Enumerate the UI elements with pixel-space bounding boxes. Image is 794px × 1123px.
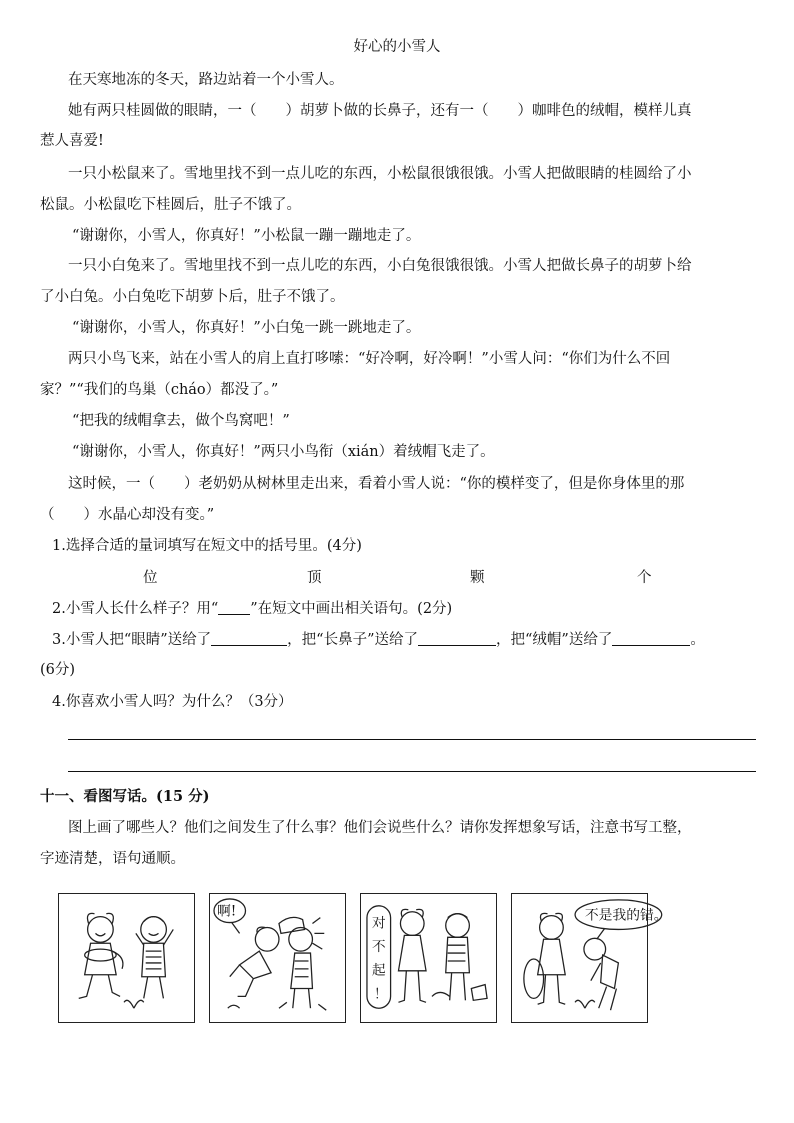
picture-panel-4 [511,893,668,1023]
answer-line-2[interactable] [68,771,756,772]
question-3-score: (6分) [40,662,76,678]
vertical-char-2: 不 [371,939,386,956]
story-line-2: 她有两只桂圆做的眼睛，一（ ）胡萝卜做的长鼻子，还有一（ ）咖啡色的绒帽，模样儿真 [68,103,692,119]
answer-line-1[interactable] [68,739,756,740]
story-line-1: 在天寒地冻的冬天，路边站着一个小雪人。 [68,72,344,88]
picture-panel-3 [360,893,497,1023]
story-line-3: 惹人喜爱! [40,133,104,149]
section-instruction-2: 字迹清楚，语句通顺。 [40,851,185,867]
bubble-text-4: 不是我的错。 [584,907,668,924]
answer-blank-nose[interactable] [418,631,496,646]
question-2-text-a: 2.小雪人长什么样子？用“ [52,601,219,617]
picture-panel-1 [58,893,195,1023]
story-line-5: 松鼠。小松鼠吃下桂圆后，肚子不饿了。 [40,197,301,213]
vertical-char-3: 起 [371,962,386,979]
story-line-12: “把我的绒帽拿去，做个鸟窝吧！” [72,413,290,429]
story-title: 好心的小雪人 [353,39,441,55]
question-2 [52,599,452,619]
question-3-text-a: 3.小雪人把“眼睛”送给了 [52,632,212,648]
question-4: 4.你喜欢小雪人吗？为什么？（3分） [52,694,293,710]
picture-4-illustration [512,894,668,1022]
question-3-text-c: ，把“绒帽”送给了 [496,632,613,648]
option-ding: 顶 [307,570,322,586]
vertical-char-1: 对 [371,915,386,932]
story-line-11: 家？”“我们的鸟巢（cháo）都没了。” [40,382,279,398]
question-1: 1.选择合适的量词填写在短文中的括号里。(4分) [52,538,362,554]
answer-blank-eyes[interactable] [211,631,287,646]
answer-blank-hat[interactable] [612,631,690,646]
story-line-7: 一只小白兔来了。雪地里找不到一点儿吃的东西，小白兔很饿很饿。小雪人把做长鼻子的胡萝卜给 [68,258,692,274]
picture-2-illustration [210,894,345,1022]
section-heading: 十一、看图写话。(15 分) [40,788,210,805]
picture-3-illustration [361,894,496,1022]
picture-1-illustration [59,894,194,1022]
question-3-text-d: 。 [690,632,705,648]
option-wei: 位 [143,570,158,586]
story-line-8: 了小白兔。小白兔吃下胡萝卜后，肚子不饿了。 [40,289,345,305]
picture-panel-2 [209,893,346,1023]
story-line-14: 这时候，一（ ）老奶奶从树林里走出来，看着小雪人说：“你的模样变了，但是你身体里的那 [68,476,685,492]
question-3 [52,630,705,650]
story-line-10: 两只小鸟飞来，站在小雪人的肩上直打哆嗦：“好冷啊，好冷啊！”小雪人问：“你们为什么不回 [68,351,671,367]
underline-sample [218,600,250,615]
story-line-15: （ ）水晶心却没有变。” [40,507,215,523]
question-3-text-b: ，把“长鼻子”送给了 [287,632,418,648]
question-2-text-b: ”在短文中画出相关语句。(2分) [250,601,453,617]
story-line-9: “谢谢你，小雪人，你真好！”小白兔一跳一跳地走了。 [72,320,421,336]
story-line-13: “谢谢你，小雪人，你真好！”两只小鸟衔（xián）着绒帽飞走了。 [72,444,495,460]
option-ke: 颗 [470,570,485,586]
bubble-text-2: 啊! [216,903,237,920]
vertical-char-4: ！ [373,986,388,1003]
story-line-4: 一只小松鼠来了。雪地里找不到一点儿吃的东西，小松鼠很饿很饿。小雪人把做眼睛的桂圆给了小 [68,166,692,182]
option-ge: 个 [637,570,652,586]
section-instruction-1: 图上画了哪些人？他们之间发生了什么事？他们会说些什么？请你发挥想象写话，注意书写工整， [68,820,692,836]
story-line-6: “谢谢你，小雪人，你真好！”小松鼠一蹦一蹦地走了。 [72,228,421,244]
